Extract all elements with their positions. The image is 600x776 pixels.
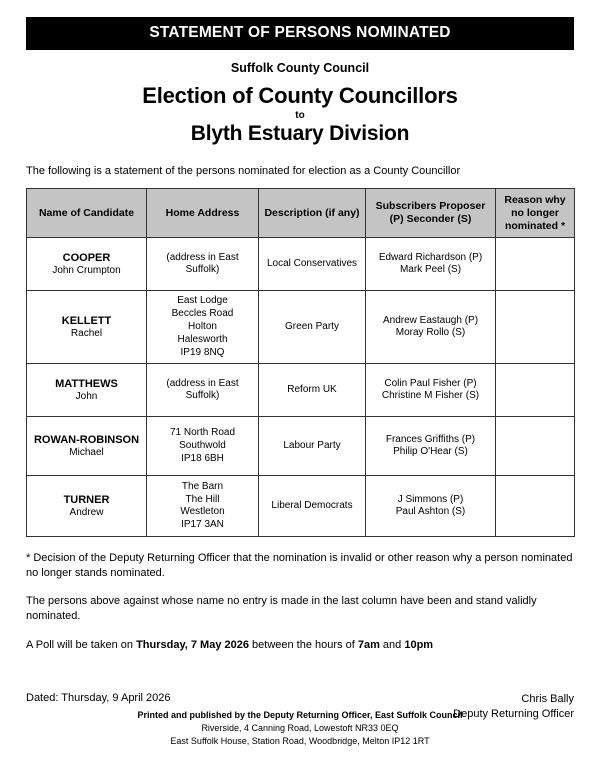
officer-name: Chris Bally <box>521 692 574 705</box>
table-row <box>27 476 575 537</box>
candidate-name-cell <box>27 417 147 476</box>
candidate-description-cell: Reform UK <box>259 364 366 417</box>
candidate-description-cell: Labour Party <box>259 417 366 476</box>
candidate-forename: John Crumpton <box>52 265 121 277</box>
candidate-subscribers-cell <box>366 238 496 291</box>
print-footer <box>26 709 574 748</box>
candidate-name-cell <box>27 476 147 537</box>
seconder-line: Mark Peel (S) <box>399 264 462 276</box>
table-row <box>27 291 575 364</box>
address-line: Southwold <box>179 439 226 451</box>
dated-line: Dated: Thursday, 9 April 2026 <box>26 691 171 704</box>
statement-banner-title: STATEMENT OF PERSONS NOMINATED <box>26 17 574 50</box>
candidate-reason-cell <box>496 238 575 291</box>
proposer-line: Colin Paul Fisher (P) <box>384 377 477 389</box>
candidate-description-cell: Local Conservatives <box>259 238 366 291</box>
address-line: East Lodge <box>177 295 228 307</box>
address-line: 71 North Road <box>169 427 236 439</box>
address-line: The Hill <box>185 493 220 505</box>
subscribers-line-2: Proposer (P) <box>389 200 486 226</box>
proposer-line: J Simmons (P) <box>397 493 464 505</box>
candidate-reason-cell <box>496 291 575 364</box>
candidate-surname: ROWAN-ROBINSON <box>33 433 140 446</box>
candidate-surname: KELLETT <box>61 314 112 327</box>
candidate-surname: MATTHEWS <box>55 377 118 390</box>
poll-middle: between the hours of <box>248 639 358 652</box>
candidate-surname: COOPER <box>62 251 111 264</box>
address-line: The Barn <box>181 480 224 492</box>
column-header-subscribers <box>366 189 496 238</box>
reason-line-3: nominated * <box>504 219 566 232</box>
column-header-address: Home Address <box>147 189 259 238</box>
poll-start-time: 7am <box>357 639 380 652</box>
address-line: IP17 3AN <box>181 519 224 531</box>
candidate-forename: Michael <box>69 447 104 459</box>
council-name: Suffolk County Council <box>230 61 370 75</box>
address-line: (address in East Suffolk) <box>166 251 239 276</box>
candidate-subscribers-cell <box>366 364 496 417</box>
poll-end-time: 10pm <box>404 639 434 652</box>
poll-date: Thursday, 7 May 2026 <box>136 639 249 652</box>
election-title: Election of County Councillors <box>142 83 458 108</box>
footer-publisher-line: Printed and published by the Deputy Returning Officer, East Suffolk Council <box>137 710 463 720</box>
title-connector: to <box>295 110 305 121</box>
address-line: IP19 8NQ <box>180 346 225 358</box>
candidate-surname: TURNER <box>63 493 110 506</box>
candidate-description-cell: Liberal Democrats <box>259 476 366 537</box>
candidate-name-cell <box>27 364 147 417</box>
candidate-address-cell <box>147 417 259 476</box>
proposer-line: Frances Griffiths (P) <box>385 433 476 445</box>
address-line: Halesworth <box>177 333 228 345</box>
candidate-address-cell <box>147 238 259 291</box>
column-header-description: Description (if any) <box>259 189 366 238</box>
candidate-subscribers-cell <box>366 291 496 364</box>
proposer-line: Andrew Eastaugh (P) <box>382 314 479 326</box>
table-row <box>27 364 575 417</box>
candidate-address-cell <box>147 476 259 537</box>
intro-text: The following is a statement of the persons nominated for election as a County Councillor <box>26 165 461 177</box>
seconder-line: Moray Rollo (S) <box>395 327 466 339</box>
reason-line-1: Reason why <box>504 194 566 206</box>
candidate-subscribers-cell <box>366 476 496 537</box>
candidate-reason-cell <box>496 476 575 537</box>
nominations-table-body <box>27 238 575 537</box>
address-line: Westleton <box>180 506 225 518</box>
address-line: IP18 6BH <box>181 452 224 464</box>
poll-prefix: A Poll will be taken on <box>26 639 137 652</box>
poll-joiner: and <box>379 639 405 652</box>
table-row <box>27 417 575 476</box>
seconder-line: Christine M Fisher (S) <box>381 390 480 402</box>
poll-notice <box>26 638 574 653</box>
reason-line-2: no longer <box>511 206 559 219</box>
address-line: (address in East Suffolk) <box>166 377 239 402</box>
candidate-address-cell <box>147 291 259 364</box>
footnote-asterisk-text: * Decision of the Deputy Returning Officer that the nomination is invalid or other reason why a person nominated no longer stands nominated. <box>26 552 573 579</box>
candidate-address-cell <box>147 364 259 417</box>
table-row <box>27 238 575 291</box>
candidate-description-cell: Green Party <box>259 291 366 364</box>
candidate-name-cell <box>27 238 147 291</box>
footer-address-line-2: East Suffolk House, Station Road, Woodbridge, Melton IP12 1RT <box>170 736 430 747</box>
column-header-name: Name of Candidate <box>27 189 147 238</box>
address-line: Holton <box>188 320 217 332</box>
validly-nominated-text: The persons above against whose name no entry is made in the last column have been and stand validly nominated. <box>26 595 537 622</box>
division-title: Blyth Estuary Division <box>190 122 410 145</box>
candidate-forename: John <box>75 391 98 403</box>
subscribers-line-3: Seconder (S) <box>406 213 472 226</box>
footer-address-line-1: Riverside, 4 Canning Road, Lowestoft NR33 0EQ <box>201 723 399 734</box>
proposer-line: Edward Richardson (P) <box>378 251 483 263</box>
seconder-line: Paul Ashton (S) <box>395 506 466 518</box>
column-header-reason <box>496 189 575 238</box>
address-line: Beccles Road <box>171 308 234 320</box>
table-header-row <box>27 189 575 238</box>
candidate-reason-cell <box>496 417 575 476</box>
seconder-line: Philip O'Hear (S) <box>393 446 468 458</box>
candidate-subscribers-cell <box>366 417 496 476</box>
officer-role: Deputy Returning Officer <box>453 707 574 720</box>
candidate-name-cell <box>27 291 147 364</box>
document-content <box>26 0 574 722</box>
subscribers-line-1: Subscribers <box>375 200 437 213</box>
nominations-table <box>26 188 575 537</box>
candidate-forename: Rachel <box>70 328 103 340</box>
candidate-reason-cell <box>496 364 575 417</box>
candidate-forename: Andrew <box>69 507 104 519</box>
